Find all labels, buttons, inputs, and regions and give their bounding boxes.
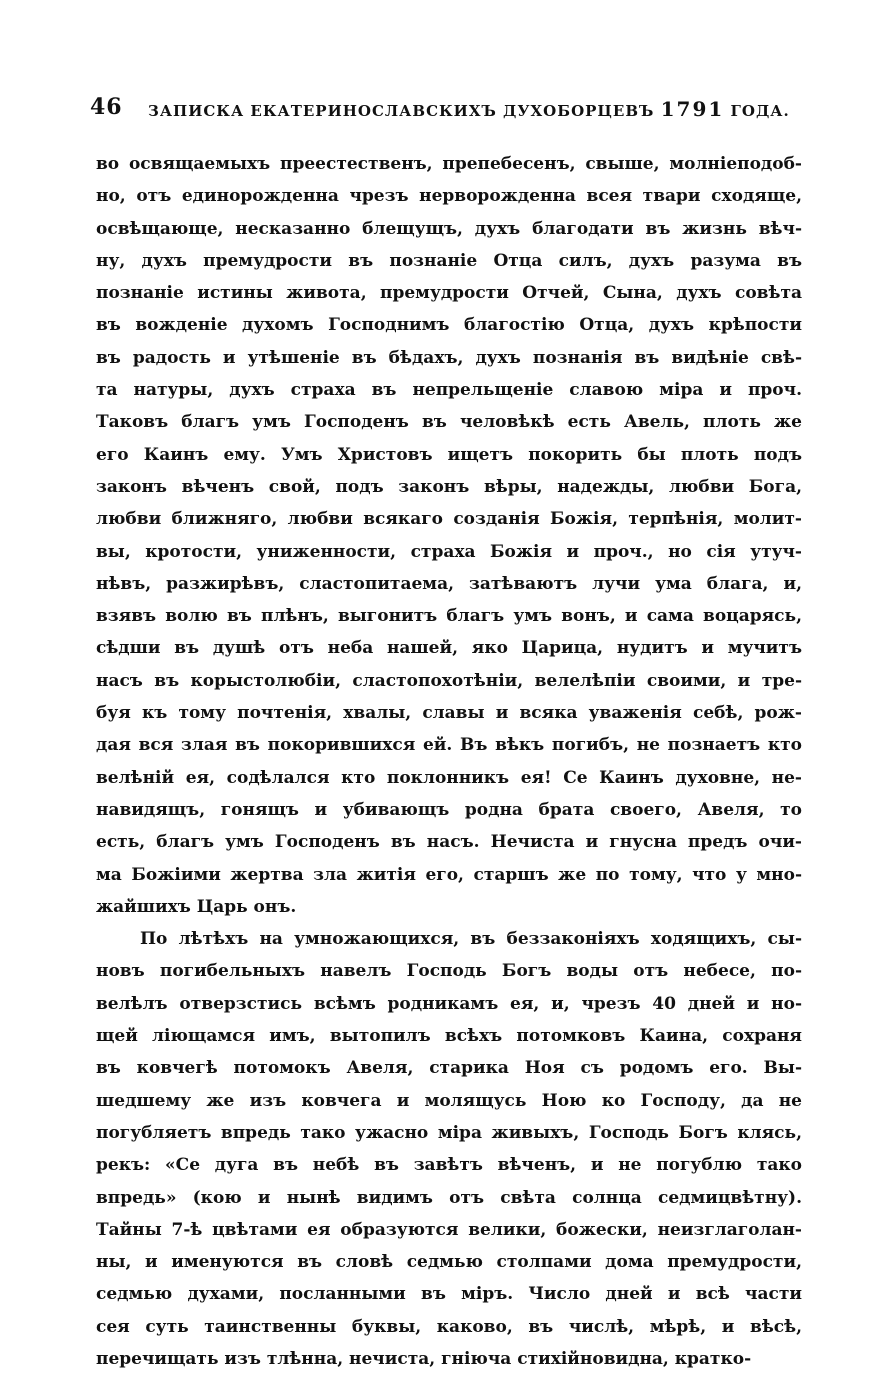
running-title-text: ЗАПИСКА ЕКАТЕРИНОСЛАВСКИХЪ ДУХОБОРЦЕВЪ: [148, 102, 655, 120]
text-line: новъ погибельныхъ навелъ Господь Богъ воды отъ небесе, по-: [96, 961, 802, 982]
running-head: [90, 92, 810, 124]
text-line: есть, благъ умъ Господенъ въ насъ. Нечиста и гнусна предъ очи-: [96, 832, 802, 853]
text-line: жайшихъ Царь онъ.: [96, 896, 297, 917]
text-line: во освящаемыхъ преестественъ, препебесенъ, свыше, молніеподоб-: [96, 154, 802, 174]
text-line: въ вожденіе духомъ Господнимъ благостію Отца, духъ крѣпости: [96, 315, 802, 336]
text-line: познаніе истины живота, премудрости Отчей, Сына, духъ совѣта: [96, 283, 802, 304]
text-line: нѣвъ, разжирѣвъ, сластопитаема, затѣваютъ лучи ума блага, и,: [96, 573, 802, 594]
text-line: сѣдши въ душѣ отъ неба нашей, яко Царица, нудитъ и мучитъ: [96, 638, 802, 659]
text-line: седмью духами, посланными въ міръ. Число дней и всѣ части: [96, 1284, 802, 1305]
text-line: Тайны 7-ѣ цвѣтами ея образуются велики, божески, неизглаголан-: [96, 1219, 802, 1240]
text-line: По лѣтѣхъ на умножающихся, въ беззаконіяхъ ходящихъ, сы-: [140, 929, 802, 950]
text-line: Таковъ благъ умъ Господенъ въ человѣкѣ есть Авель, плоть же: [96, 412, 802, 433]
text-line: погубляетъ впредь тако ужасно міра живыхъ, Господь Богъ клясь,: [96, 1122, 802, 1143]
text-line: велѣній ея, содѣлался кто поклонникъ ея! Се Каинъ духовне, не-: [96, 767, 802, 788]
running-title-suffix: ГОДА.: [730, 102, 790, 120]
text-line: ма Божіими жертва зла житія его, старшъ же по тому, что у мно-: [96, 864, 802, 885]
text-line: ну, духъ премудрости въ познаніе Отца силъ, духъ разума въ: [96, 250, 802, 271]
text-line: та натуры, духъ страха въ непрельщеніе славою міра и проч.: [96, 380, 802, 401]
text-line: ны, и именуются въ словѣ седмью столпами дома премудрости,: [96, 1252, 802, 1273]
text-line: буя къ тому почтенія, хвалы, славы и всяка уваженія себѣ, рож-: [96, 703, 802, 724]
running-title: [148, 97, 790, 121]
text-line: но, отъ единорожденна чрезъ нерворожденна всея твари сходяще,: [96, 186, 802, 207]
text-line: законъ вѣченъ свой, подъ законъ вѣры, надежды, любви Бога,: [96, 476, 802, 497]
text-line: навидящъ, гонящъ и убивающъ родна брата своего, Авеля, то: [96, 799, 802, 820]
text-line: его Каинъ ему. Умъ Христовъ ищетъ покорить бы плоть подъ: [96, 444, 802, 465]
text-line: въ радость и утѣшеніе въ бѣдахъ, духъ познанія въ видѣніе свѣ-: [96, 347, 802, 368]
text-line: дая вся злая въ покорившихся ей. Въ вѣкъ погибъ, не познаетъ кто: [96, 735, 802, 756]
text-line: въ ковчегѣ потомокъ Авеля, старика Ноя съ родомъ его. Вы-: [96, 1058, 802, 1079]
text-line: сея суть таинственны буквы, каково, въ числѣ, мѣрѣ, и вѣсѣ,: [96, 1316, 802, 1337]
text-line: освѣщающе, несказанно блещущъ, духъ благодати въ жизнь вѣч-: [96, 218, 802, 239]
text-line: рекъ: «Се дуга въ небѣ въ завѣтъ вѣченъ, и не погублю тако: [96, 1155, 802, 1176]
text-line: велѣлъ отверзстись всѣмъ родникамъ ея, и, чрезъ 40 дней и но-: [96, 993, 802, 1014]
running-title-year: 1791: [660, 97, 725, 121]
text-line: насъ въ корыстолюбіи, сластопохотѣніи, велелѣпіи своими, и тре-: [96, 670, 802, 691]
text-line: взявъ волю въ плѣнъ, выгонитъ благъ умъ вонъ, и сама воцарясь,: [96, 606, 802, 627]
text-line: вы, кротости, униженности, страха Божія и проч., но сія утуч-: [96, 541, 802, 562]
body-text: [96, 148, 802, 1375]
text-line: перечищать изъ тлѣнна, нечиста, гніюча стихійновидна, кратко-: [96, 1348, 752, 1369]
text-line: любви ближняго, любви всякаго созданія Божія, терпѣнія, молит-: [96, 509, 802, 530]
text-line: щей ліющамся имъ, вытопилъ всѣхъ потомковъ Каина, сохраня: [96, 1026, 802, 1047]
page-number: 46: [90, 94, 123, 120]
text-line: шедшему же изъ ковчега и молящусь Ною ко Господу, да не: [96, 1090, 802, 1111]
text-line: впредь» (кою и нынѣ видимъ отъ свѣта солнца седмицвѣтну).: [96, 1187, 802, 1208]
